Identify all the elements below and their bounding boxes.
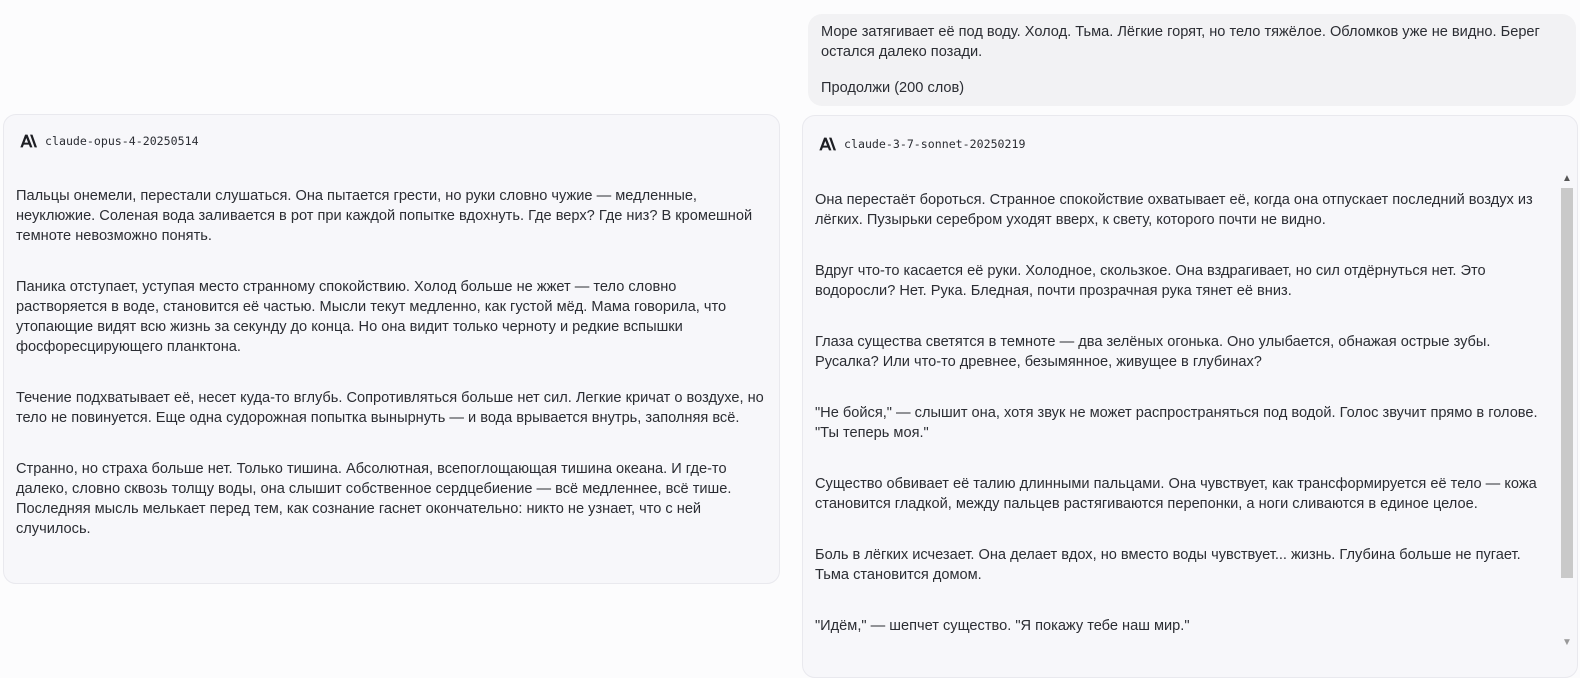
response-paragraph: Глаза существа светятся в темноте — два зелёных огонька. Оно улыбается, обнажая острые зубы. Русалка? Или что-то древнее, безымянное, живущее в глубинах? (815, 334, 1491, 370)
prompt-text: Море затягивает её под воду. Холод. Тьма. Лёгкие горят, но тело тяжёлое. Обломков уже не видно. Берег остался далеко позади. (821, 24, 1540, 60)
response-panel-right (802, 115, 1578, 678)
scroll-thumb[interactable] (1561, 188, 1573, 578)
response-paragraph: Она перестаёт бороться. Странное спокойствие охватывает её, когда она отпускает последний воздух из лёгких. Пузырьки серебром уходят вверх, к свету, которого почти не видно. (815, 192, 1533, 228)
scrollbar[interactable] (1559, 171, 1575, 651)
response-paragraph: Боль в лёгких исчезает. Она делает вдох, но вместо воды чувствует... жизнь. Глубина больше не пугает. Тьма становится домом. (815, 547, 1521, 583)
model-name: claude-opus-4-20250514 (45, 134, 199, 148)
user-prompt-bubble (808, 14, 1576, 106)
scroll-down-arrow-icon[interactable]: ▼ (1562, 637, 1572, 648)
model-header (20, 134, 199, 148)
model-header (819, 137, 1025, 151)
anthropic-logo-icon (819, 137, 836, 151)
anthropic-logo-icon (20, 134, 37, 148)
response-panel-left (3, 114, 780, 584)
response-paragraph: Паника отступает, уступая место странному спокойствию. Холод больше не жжет — тело словно растворяется в воде, становится её частью. Мысли текут медленно, как густой мёд. Мама говорила, что утопающие видят всю жизнь за секунду до конца. Но она видит только черноту и редкие вспышки фосфоресцирующего планктона. (16, 279, 727, 355)
response-paragraph: Существо обвивает её талию длинными пальцами. Она чувствует, как трансформируется её тело — кожа становится гладкой, между пальцев растягиваются перепонки, а ноги сливаются в единое целое. (815, 476, 1537, 512)
scroll-up-arrow-icon[interactable]: ▲ (1562, 173, 1572, 184)
response-text (815, 190, 1548, 667)
response-paragraph: Пальцы онемели, перестали слушаться. Она пытается грести, но руки словно чужие — медленные, неуклюжие. Соленая вода заливается в рот при каждой попытке вдохнуть. Где верх? Где низ? В кромешной темноте невозможно понять. (16, 188, 753, 244)
response-paragraph: Течение подхватывает её, несет куда-то вглубь. Сопротивляться больше нет сил. Легкие кричат о воздухе, но тело не повинуется. Еще одна судорожная попытка вынырнуть — и вода врывается внутрь, заполняя всё. (16, 390, 764, 426)
response-text (16, 186, 768, 570)
response-paragraph: "Идём," — шепчет существо. "Я покажу тебе наш мир." (815, 618, 1190, 634)
prompt-instruction: Продолжи (200 слов) (821, 80, 965, 96)
response-paragraph: "Не бойся," — слышит она, хотя звук не может распространяться под водой. Голос звучит прямо в голове. "Ты теперь моя." (815, 405, 1538, 441)
response-paragraph: Странно, но страха больше нет. Только тишина. Абсолютная, всепоглощающая тишина океана. И где-то далеко, словно сквозь толщу воды, она слышит собственное сердцебиение — всё медленнее, всё тише. Последняя мысль мелькает перед тем, как сознание гаснет окончательно: никто не узнает, что с ней случилось. (16, 461, 732, 537)
response-paragraph: Вдруг что-то касается её руки. Холодное, скользкое. Она вздрагивает, но сил отдёрнуться нет. Это водоросли? Нет. Рука. Бледная, почти прозрачная рука тянет её вниз. (815, 263, 1486, 299)
model-name: claude-3-7-sonnet-20250219 (844, 137, 1026, 151)
